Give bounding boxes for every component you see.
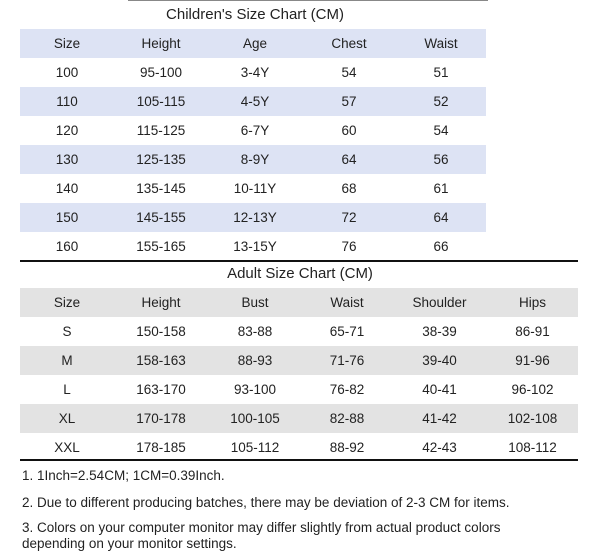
- children-table-cell: 72: [341, 210, 357, 225]
- children-table-cell: 8-9Y: [240, 152, 270, 167]
- adult-table-cell: M: [61, 353, 73, 368]
- children-table-row: [20, 174, 486, 203]
- adult-table-cell: 96-102: [511, 382, 554, 397]
- children-table-cell: 120: [55, 123, 79, 138]
- adult-table-cell: 86-91: [515, 324, 550, 339]
- adult-table-cell: 178-185: [136, 440, 186, 455]
- children-table-cell: 130: [55, 152, 79, 167]
- adult-table-cell: XL: [58, 411, 76, 426]
- children-table-row: [20, 203, 486, 232]
- children-table-cell: 54: [433, 123, 449, 138]
- note-colors: 3. Colors on your computer monitor may differ slightly from actual product colors: [22, 520, 501, 535]
- adult-table-cell: S: [62, 324, 72, 339]
- children-chart-title: Children's Size Chart (CM): [166, 6, 344, 23]
- adult-column-header: Waist: [330, 295, 364, 310]
- children-table-cell: 13-15Y: [233, 239, 277, 254]
- children-table-cell: 140: [55, 181, 79, 196]
- children-table-cell: 64: [341, 152, 357, 167]
- adult-size-table: [20, 288, 578, 462]
- adult-table-cell: 65-71: [329, 324, 365, 339]
- children-header-row: [20, 29, 486, 58]
- adult-table-cell: 82-88: [329, 411, 365, 426]
- children-table-cell: 12-13Y: [233, 210, 277, 225]
- adult-table-cell: 163-170: [136, 382, 186, 397]
- children-table-cell: 115-125: [136, 123, 186, 138]
- children-table-cell: 76: [341, 239, 357, 254]
- adult-table-cell: 91-96: [515, 353, 550, 368]
- children-table-cell: 68: [341, 181, 357, 196]
- adult-column-header: Bust: [241, 295, 269, 310]
- children-table-cell: 56: [433, 152, 449, 167]
- adult-column-header: Shoulder: [412, 295, 467, 310]
- children-table-cell: 61: [433, 181, 449, 196]
- adult-table-cell: 76-82: [329, 382, 365, 397]
- note-conversion: 1. 1Inch=2.54CM; 1CM=0.39Inch.: [22, 468, 225, 483]
- adult-table-cell: 40-41: [422, 382, 457, 397]
- children-table-row: [20, 58, 486, 87]
- children-table-row: [20, 87, 486, 116]
- adult-table-cell: 39-40: [422, 353, 457, 368]
- children-table-cell: 125-135: [136, 152, 186, 167]
- adult-table-cell: 71-76: [329, 353, 365, 368]
- adult-table-row: [20, 404, 578, 433]
- children-column-header: Age: [242, 36, 268, 51]
- adult-column-header: Size: [53, 295, 81, 310]
- children-table-cell: 160: [55, 239, 79, 254]
- note-colors-continued: depending on your monitor settings.: [22, 536, 237, 551]
- adult-table-cell: XXL: [54, 440, 80, 455]
- children-table-row: [20, 232, 486, 261]
- children-table-row: [20, 145, 486, 174]
- adult-table-cell: 88-92: [329, 440, 365, 455]
- children-column-header: Waist: [424, 36, 458, 51]
- children-table-cell: 57: [341, 94, 357, 109]
- children-table-cell: 95-100: [139, 65, 183, 80]
- children-table-cell: 10-11Y: [233, 181, 277, 196]
- children-table-row: [20, 116, 486, 145]
- children-table-cell: 54: [341, 65, 357, 80]
- adult-table-cell: 41-42: [422, 411, 457, 426]
- adult-table-cell: 42-43: [422, 440, 457, 455]
- children-table-cell: 6-7Y: [240, 123, 270, 138]
- children-table-cell: 66: [433, 239, 449, 254]
- children-table-cell: 145-155: [136, 210, 186, 225]
- adult-table-cell: 83-88: [237, 324, 273, 339]
- adult-table-cell: 102-108: [507, 411, 558, 426]
- children-size-table: [20, 29, 486, 261]
- adult-table-row: [20, 317, 578, 346]
- adult-table-cell: 105-112: [230, 440, 280, 455]
- children-top-rule: [128, 0, 488, 1]
- children-table-cell: 135-145: [136, 181, 186, 196]
- children-table-cell: 64: [433, 210, 449, 225]
- children-table-cell: 110: [56, 94, 78, 109]
- adult-table-row: [20, 375, 578, 404]
- adult-table-cell: 38-39: [422, 324, 457, 339]
- children-table-cell: 100: [55, 65, 79, 80]
- note-deviation: 2. Due to different producing batches, there may be deviation of 2-3 CM for items.: [22, 495, 510, 510]
- children-table-cell: 150: [55, 210, 79, 225]
- size-notes: [22, 466, 592, 556]
- section-divider: [20, 260, 578, 262]
- adult-table-row: [20, 433, 578, 462]
- children-table-cell: 155-165: [136, 239, 186, 254]
- adult-header-row: [20, 288, 578, 317]
- adult-table-cell: 100-105: [230, 411, 280, 426]
- adult-table-row: [20, 346, 578, 375]
- children-table-cell: 3-4Y: [240, 65, 270, 80]
- adult-table-cell: 108-112: [508, 440, 557, 455]
- adult-chart-title: Adult Size Chart (CM): [227, 265, 373, 282]
- children-column-header: Height: [141, 36, 181, 51]
- adult-table-cell: L: [63, 382, 71, 397]
- children-table-cell: 60: [341, 123, 357, 138]
- adult-table-cell: 150-158: [136, 324, 186, 339]
- adult-table-cell: 170-178: [136, 411, 186, 426]
- children-table-cell: 51: [433, 65, 449, 80]
- adult-table-cell: 93-100: [233, 382, 277, 397]
- adult-column-header: Hips: [518, 295, 546, 310]
- children-table-cell: 4-5Y: [240, 94, 270, 109]
- children-column-header: Chest: [331, 36, 367, 51]
- adult-column-header: Height: [141, 295, 181, 310]
- children-table-cell: 52: [433, 94, 449, 109]
- children-table-cell: 105-115: [136, 94, 186, 109]
- adult-table-cell: 88-93: [237, 353, 273, 368]
- children-column-header: Size: [53, 36, 81, 51]
- adult-table-cell: 158-163: [136, 353, 186, 368]
- notes-divider: [20, 459, 578, 461]
